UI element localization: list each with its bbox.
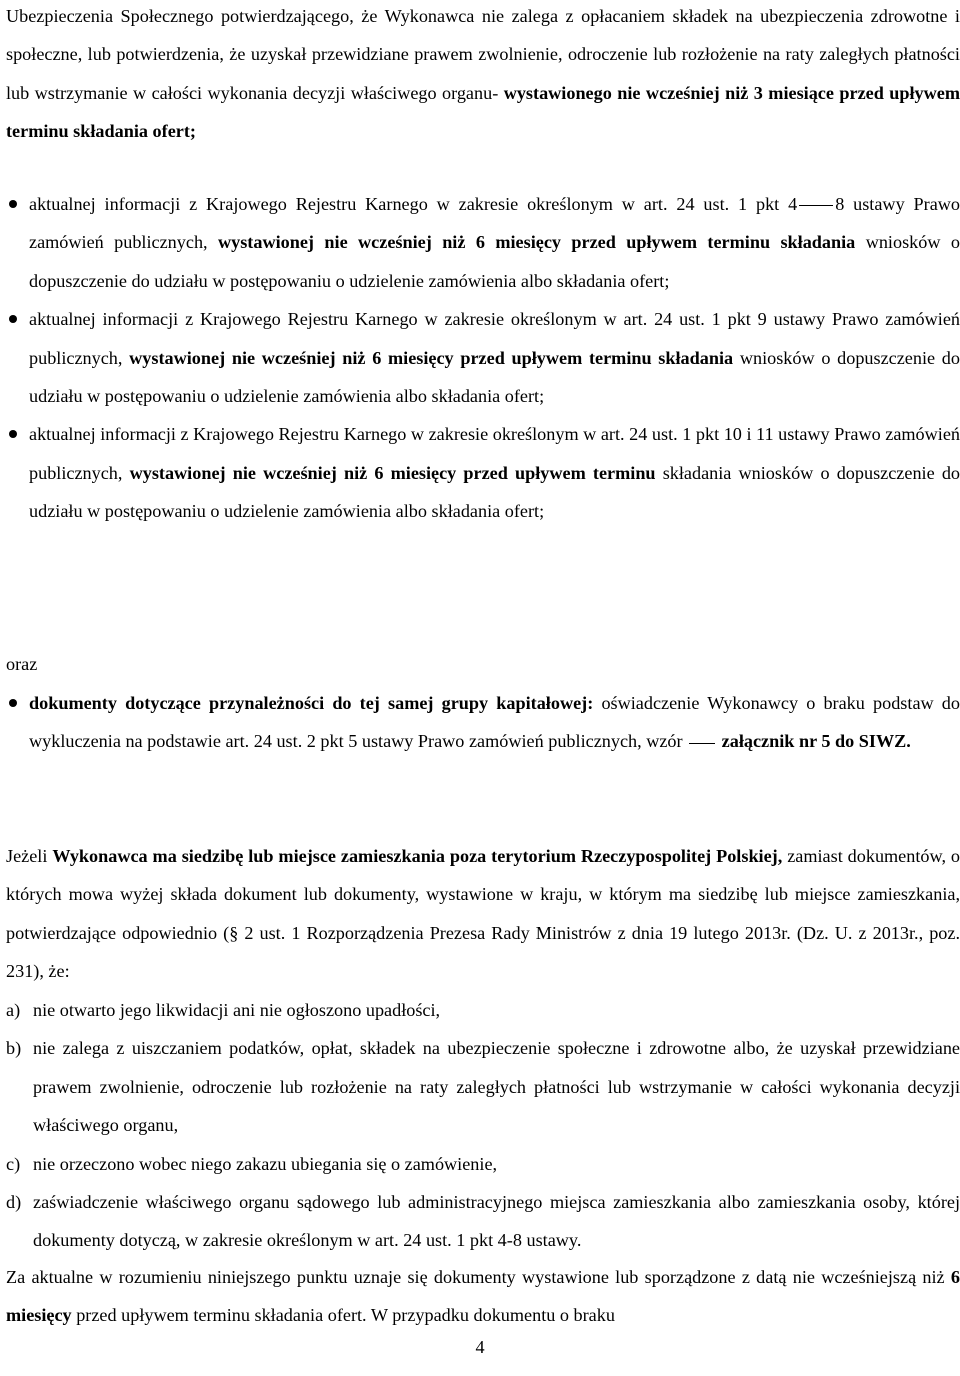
- bullet-bold-text: wystawionej nie wcześniej niż 6 miesięcy przed upływem terminu składania: [218, 232, 856, 253]
- foreign-contractor-paragraph: [6, 837, 960, 991]
- alpha-item-a: [6, 991, 960, 1029]
- alpha-text: nie otwarto jego likwidacji ani nie ogłoszono upadłości,: [33, 1000, 441, 1020]
- bullet-text: aktualnej informacji z Krajowego Rejestru Karnego w zakresie określonym w art. 24 ust. 1 pkt 4: [29, 194, 798, 214]
- bullet-icon: [9, 699, 17, 707]
- group-bullet-list: [0, 684, 960, 761]
- paragraph-text: Jeżeli: [6, 846, 53, 866]
- page-number: 4: [475, 1337, 485, 1357]
- alpha-label: c): [6, 1153, 21, 1174]
- bullet-item-capital-group: [0, 684, 960, 761]
- alpha-label: d): [6, 1192, 22, 1213]
- alpha-text: nie zalega z uiszczaniem podatków, opłat, składek na ubezpieczenie społeczne i zdrowotne albo, że uzyskał przewidziane prawem zwolnienie, odroczenie lub rozłożenie na raty zaległych płatności lub wstrzymanie w całości wykonania decyzji właściwego organu,: [33, 1038, 960, 1136]
- oraz-text: oraz: [6, 654, 38, 674]
- bullet-text: składania wniosków o dopuszczenie do udziału w postępowaniu o udzielenie zamówienia albo składania ofert;: [29, 462, 960, 522]
- bullet-item-krk-10-11: [0, 415, 960, 530]
- intro-paragraph: [6, 0, 960, 151]
- alpha-item-b: [6, 1029, 960, 1144]
- paragraph-bold-text: 6 miesięcy: [6, 1267, 960, 1326]
- alpha-item-d: [6, 1183, 960, 1260]
- bullet-icon: [9, 430, 17, 438]
- paragraph-text: zamiast dokumentów, o których mowa wyżej składa dokument lub dokumenty, wystawione w kraju, w którym ma siedzibę lub miejsce zamieszkania, potwierdzające odpowiednio (§ 2 ust. 1 Rozporządzenia Prezesa Rady Ministrów z dnia 19 lutego 2013r. (Dz. U. z 2013r., poz. 231), że:: [6, 846, 960, 982]
- alpha-text: zaświadczenie właściwego organu sądowego lub administracyjnego miejsca zamieszkania albo zamieszkania osoby, której dokumenty dotyczą, w zakresie określonym w art. 24 ust. 1 pkt 4-8 ustawy.: [33, 1192, 960, 1251]
- paragraph-bold-text: Wykonawca ma siedzibę lub miejsce zamieszkania poza terytorium Rzeczypospolitej Polskiej,: [52, 846, 783, 866]
- krk-bullet-list: [0, 185, 960, 531]
- paragraph-text: przed upływem terminu składania ofert. W przypadku dokumentu o braku: [71, 1305, 615, 1326]
- alpha-list: [6, 991, 960, 1260]
- bullet-icon: [9, 200, 17, 208]
- intro-text: Ubezpieczenia Społecznego potwierdzającego, że Wykonawca nie zalega z opłacaniem składek na ubezpieczenia zdrowotne i społeczne, lub potwierdzenia, że uzyskał przewidziane prawem zwolnienie, odroczenie lub rozłożenie na raty zaległych płatności lub wstrzymanie w całości wykonania decyzji właściwego organu-: [6, 6, 960, 103]
- bullet-bold-text: wystawionej nie wcześniej niż 6 miesięcy przed upływem terminu składania: [129, 347, 734, 368]
- bullet-item-krk-9: [0, 300, 960, 415]
- alpha-label: b): [6, 1038, 22, 1059]
- alpha-text: nie orzeczono wobec niego zakazu ubiegania się o zamówienie,: [33, 1153, 498, 1174]
- bullet-text: oświadczenie Wykonawcy o braku podstaw do wykluczenia na podstawie art. 24 ust. 2 pkt 5 ustawy Prawo zamówień publicznych, wzór: [29, 693, 960, 752]
- alpha-item-c: [6, 1145, 960, 1183]
- alpha-label: a): [6, 1000, 21, 1020]
- dash-icon: [689, 743, 715, 744]
- bullet-item-krk-4-8: [0, 185, 960, 300]
- dash-icon: [799, 205, 833, 206]
- bullet-text: wniosków o dopuszczenie do udziału w postępowaniu o udzielenie zamówienia albo składania ofert;: [29, 232, 960, 291]
- bullet-text: aktualnej informacji z Krajowego Rejestru Karnego w zakresie określonym w art. 24 ust. 1 pkt 9 ustawy Prawo zamówień publicznych,: [29, 309, 960, 368]
- bullet-bold-text: wystawionej nie wcześniej niż 6 miesięcy przed upływem terminu: [129, 462, 656, 483]
- bullet-icon: [9, 315, 17, 323]
- paragraph-text: Za aktualne w rozumieniu niniejszego punktu uznaje się dokumenty wystawione lub sporządzone z datą nie wcześniejszą niż: [6, 1267, 951, 1287]
- final-paragraph: [6, 1258, 960, 1335]
- bullet-text: aktualnej informacji z Krajowego Rejestru Karnego w zakresie określonym w art. 24 ust. 1 pkt 10 i 11 ustawy Prawo zamówień publicznych,: [29, 424, 960, 483]
- intro-bold-text: wystawionego nie wcześniej niż 3 miesiące przed upływem terminu składania ofert;: [6, 82, 960, 142]
- bullet-text: wniosków o dopuszczenie do udziału w postępowaniu o udzielenie zamówienia albo składania ofert;: [29, 347, 960, 407]
- bullet-bold-text: dokumenty dotyczące przynależności do tej samej grupy kapitałowej:: [29, 693, 594, 713]
- bullet-text: 8 ustawy Prawo zamówień publicznych,: [29, 194, 960, 253]
- bullet-bold-text: załącznik nr 5 do SIWZ.: [721, 731, 911, 752]
